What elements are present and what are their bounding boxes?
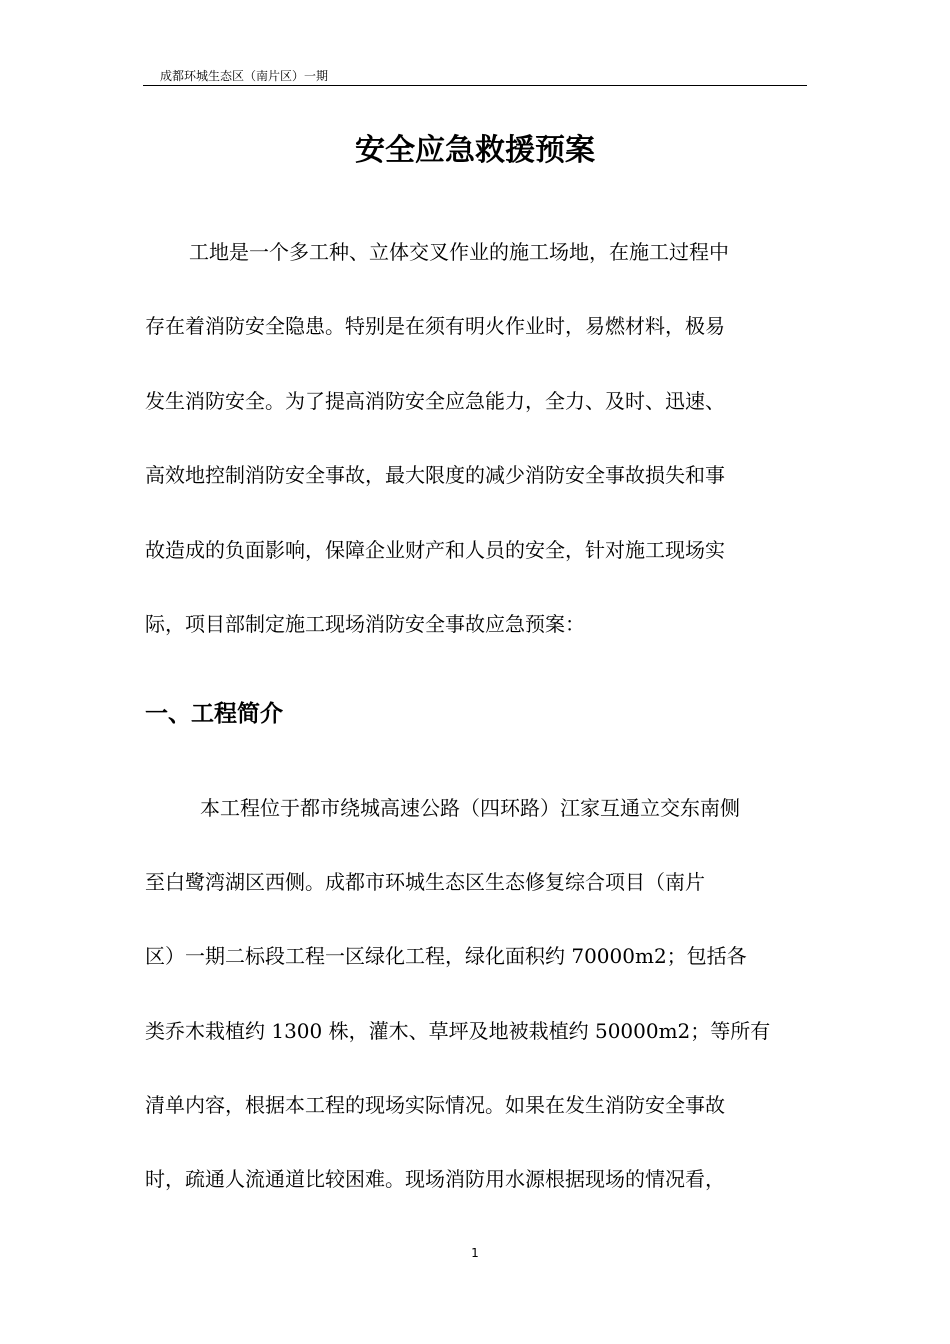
section-line: 区）一期二标段工程一区绿化工程，绿化面积约 70000m2；包括各 bbox=[145, 944, 747, 968]
intro-line: 际，项目部制定施工现场消防安全事故应急预案： bbox=[145, 612, 585, 636]
section-line: 至白鹭湾湖区西侧。成都市环城生态区生态修复综合项目（南片 bbox=[145, 870, 705, 894]
section-line: 时，疏通人流通道比较困难。现场消防用水源根据现场的情况看， bbox=[145, 1167, 725, 1191]
section-line: 清单内容，根据本工程的现场实际情况。如果在发生消防安全事故 bbox=[145, 1093, 725, 1117]
intro-line: 发生消防安全。为了提高消防安全应急能力，全力、及时、迅速、 bbox=[145, 389, 725, 413]
section-heading: 一、工程简介 bbox=[145, 701, 283, 727]
page-number: 1 bbox=[471, 1246, 479, 1260]
section-line: 本工程位于都市绕城高速公路（四环路）江家互通立交东南侧 bbox=[200, 796, 740, 820]
header-text: 成都环城生态区（南片区）一期 bbox=[160, 69, 329, 83]
intro-line: 存在着消防安全隐患。特别是在须有明火作业时，易燃材料，极易 bbox=[145, 314, 725, 338]
header-divider bbox=[143, 85, 807, 86]
document-title: 安全应急救援预案 bbox=[355, 133, 595, 168]
section-line: 类乔木栽植约 1300 株，灌木、草坪及地被栽植约 50000m2；等所有 bbox=[145, 1019, 771, 1043]
intro-line: 高效地控制消防安全事故，最大限度的减少消防安全事故损失和事 bbox=[145, 463, 725, 487]
intro-line: 工地是一个多工种、立体交叉作业的施工场地，在施工过程中 bbox=[189, 240, 729, 264]
intro-line: 故造成的负面影响，保障企业财产和人员的安全，针对施工现场实 bbox=[145, 538, 725, 562]
